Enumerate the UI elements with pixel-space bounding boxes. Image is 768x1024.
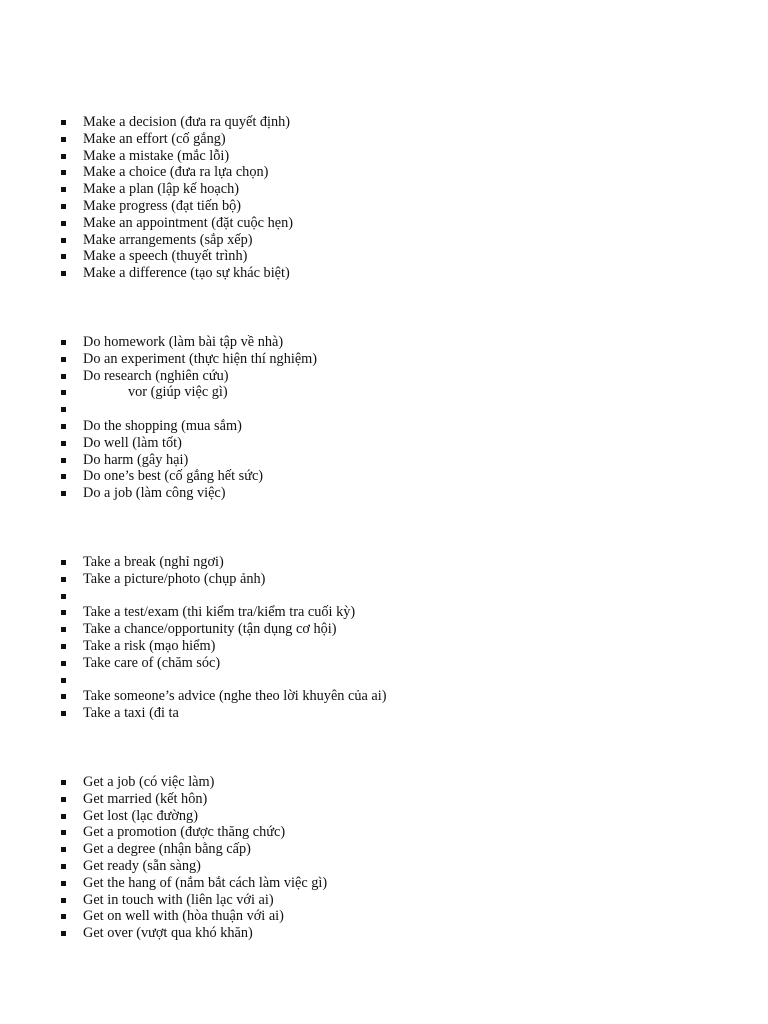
- list-item: [0, 401, 768, 418]
- list-item: [0, 638, 768, 655]
- list-item-text: Make arrangements (sắp xếp): [83, 231, 253, 248]
- list-item: [0, 688, 768, 705]
- square-bullet-icon: [61, 120, 66, 125]
- list-item-text: Take a break (nghỉ ngơi): [83, 554, 224, 570]
- list-item-text: Do harm (gây hại): [83, 451, 189, 468]
- square-bullet-icon: [61, 458, 66, 463]
- list-item: [0, 435, 768, 452]
- list-item: [0, 334, 768, 351]
- square-bullet-icon: [61, 814, 66, 819]
- list-item: [0, 131, 768, 148]
- list-item-text: Get a promotion (được thăng chức): [83, 824, 286, 841]
- square-bullet-icon: [61, 407, 66, 412]
- square-bullet-icon: [61, 441, 66, 446]
- list-item: [0, 791, 768, 808]
- list-item: [0, 114, 768, 131]
- list-item: [0, 621, 768, 638]
- square-bullet-icon: [61, 914, 66, 919]
- list-item-text: Get on well with (hòa thuận với ai): [83, 908, 284, 925]
- square-bullet-icon: [61, 711, 66, 716]
- list-item-text: Get a job (có việc làm): [83, 774, 215, 790]
- square-bullet-icon: [61, 864, 66, 869]
- list-item-text: Get a degree (nhận bằng cấp): [83, 841, 251, 858]
- list-item: [0, 925, 768, 942]
- do-collocations-list: [0, 334, 768, 502]
- list-item: [0, 248, 768, 265]
- list-item-text: Do the shopping (mua sắm): [83, 417, 242, 434]
- list-item: [0, 351, 768, 368]
- list-item-text: Take a picture/photo (chụp ảnh): [83, 570, 266, 587]
- list-item-text: Make a mistake (mắc lỗi): [83, 147, 230, 164]
- list-item: [0, 655, 768, 672]
- list-item: [0, 418, 768, 435]
- square-bullet-icon: [61, 644, 66, 649]
- list-item: [0, 164, 768, 181]
- list-item: [0, 265, 768, 282]
- list-item-text: Make a decision (đưa ra quyết định): [83, 114, 291, 130]
- square-bullet-icon: [61, 238, 66, 243]
- list-item-text: Get ready (sẵn sàng): [83, 857, 201, 874]
- list-item: [0, 148, 768, 165]
- square-bullet-icon: [61, 847, 66, 852]
- square-bullet-icon: [61, 694, 66, 699]
- square-bullet-icon: [61, 491, 66, 496]
- list-item-text: Take a chance/opportunity (tận dụng cơ hội): [83, 621, 337, 638]
- list-item-text: Take care of (chăm sóc): [83, 654, 221, 671]
- list-item: [0, 554, 768, 571]
- square-bullet-icon: [61, 254, 66, 259]
- list-item-text: Take a taxi (đi ta: [83, 705, 179, 722]
- list-item-text: vor (giúp việc gì): [128, 384, 228, 401]
- square-bullet-icon: [61, 340, 66, 345]
- square-bullet-icon: [61, 357, 66, 362]
- list-item-text: Do a job (làm công việc): [83, 485, 226, 502]
- list-item: [0, 368, 768, 385]
- list-item-text: Get in touch with (liên lạc với ai): [83, 891, 274, 908]
- list-item-text: Get the hang of (nắm bắt cách làm việc gì): [83, 874, 328, 891]
- list-item-text: Make a speech (thuyết trình): [83, 248, 248, 265]
- list-item-text: Make an appointment (đặt cuộc hẹn): [83, 214, 294, 231]
- list-item: [0, 485, 768, 502]
- list-item: [0, 571, 768, 588]
- get-collocations-list: [0, 774, 768, 942]
- list-item: [0, 604, 768, 621]
- list-item-text: Do one’s best (cố gắng hết sức): [83, 468, 264, 485]
- list-item-text: Do research (nghiên cứu): [83, 367, 229, 384]
- square-bullet-icon: [61, 627, 66, 632]
- list-item: [0, 892, 768, 909]
- list-item-text: Take a test/exam (thi kiểm tra/kiểm tra cuối kỳ): [83, 604, 356, 621]
- list-item-text: Do an experiment (thực hiện thí nghiệm): [83, 350, 318, 367]
- list-item-text: Make progress (đạt tiến bộ): [83, 197, 242, 214]
- list-item-text: Take someone’s advice (nghe theo lời khuyên của ai): [83, 688, 387, 705]
- make-collocations-list: [0, 114, 768, 282]
- square-bullet-icon: [61, 474, 66, 479]
- square-bullet-icon: [61, 830, 66, 835]
- square-bullet-icon: [61, 898, 66, 903]
- list-item-text: Make a difference (tạo sự khác biệt): [83, 265, 290, 282]
- list-item: [0, 588, 768, 605]
- square-bullet-icon: [61, 170, 66, 175]
- square-bullet-icon: [61, 881, 66, 886]
- list-item-text: Get over (vượt qua khó khăn): [83, 925, 253, 942]
- square-bullet-icon: [61, 154, 66, 159]
- list-item-text: Do homework (làm bài tập về nhà): [83, 334, 284, 350]
- list-item: [0, 908, 768, 925]
- list-item: [0, 824, 768, 841]
- square-bullet-icon: [61, 137, 66, 142]
- list-item: [0, 808, 768, 825]
- square-bullet-icon: [61, 577, 66, 582]
- square-bullet-icon: [61, 424, 66, 429]
- list-item: [0, 774, 768, 791]
- list-item-text: Get lost (lạc đường): [83, 807, 198, 824]
- list-item: [0, 452, 768, 469]
- square-bullet-icon: [61, 374, 66, 379]
- square-bullet-icon: [61, 271, 66, 276]
- square-bullet-icon: [61, 678, 66, 683]
- square-bullet-icon: [61, 187, 66, 192]
- square-bullet-icon: [61, 661, 66, 666]
- square-bullet-icon: [61, 797, 66, 802]
- list-item: [0, 875, 768, 892]
- list-item-text: Make an effort (cố gắng): [83, 130, 226, 147]
- square-bullet-icon: [61, 390, 66, 395]
- list-item: [0, 841, 768, 858]
- square-bullet-icon: [61, 610, 66, 615]
- square-bullet-icon: [61, 594, 66, 599]
- list-item: [0, 858, 768, 875]
- list-item-text: Take a risk (mạo hiểm): [83, 637, 216, 654]
- list-item: [0, 384, 768, 401]
- list-item-text: Make a choice (đưa ra lựa chọn): [83, 164, 269, 181]
- square-bullet-icon: [61, 560, 66, 565]
- list-item-text: Do well (làm tốt): [83, 434, 182, 451]
- take-collocations-list: [0, 554, 768, 722]
- square-bullet-icon: [61, 780, 66, 785]
- square-bullet-icon: [61, 221, 66, 226]
- square-bullet-icon: [61, 931, 66, 936]
- list-item-text: Make a plan (lập kế hoạch): [83, 181, 240, 198]
- square-bullet-icon: [61, 204, 66, 209]
- list-item: [0, 215, 768, 232]
- list-item: [0, 232, 768, 249]
- list-item-text: Get married (kết hôn): [83, 790, 208, 807]
- list-item: [0, 198, 768, 215]
- list-item: [0, 705, 768, 722]
- list-item: [0, 181, 768, 198]
- list-item: [0, 468, 768, 485]
- list-item: [0, 672, 768, 689]
